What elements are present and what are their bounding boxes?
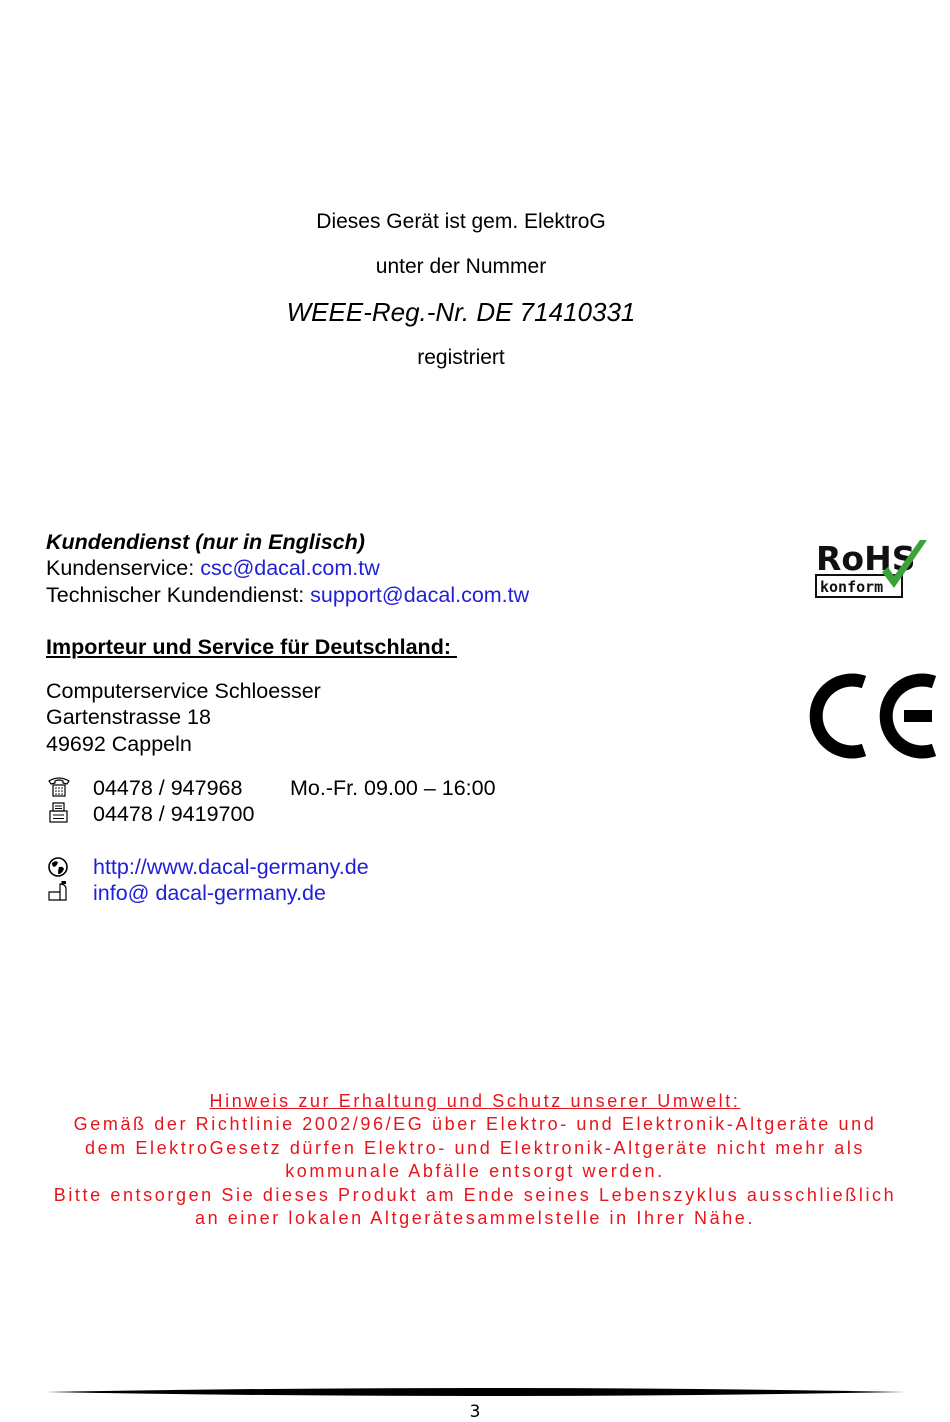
website-link[interactable]: http://www.dacal-germany.de: [93, 855, 369, 879]
tech-service-line: [46, 582, 529, 608]
phone-icon: [46, 775, 72, 799]
tech-label: Technischer Kundendienst:: [46, 583, 311, 607]
registration-line-2: unter der Nummer: [375, 255, 547, 278]
environment-notice-line-3: kommunale Abfälle entsorgt werden.: [285, 1161, 665, 1182]
tech-email-link[interactable]: support@dacal.com.tw: [310, 583, 530, 607]
registration-line-4: registriert: [417, 346, 505, 369]
service-email-link[interactable]: csc@dacal.com.tw: [200, 556, 380, 580]
environment-notice-line-1: Gemäß der Richtlinie 2002/96/EG über Elektro- und Elektronik-Altgeräte und: [73, 1114, 877, 1135]
opening-hours: Mo.-Fr. 09.00 – 16:00: [290, 776, 496, 800]
rohs-konform-logo: [814, 536, 932, 602]
ce-mark-logo: [806, 666, 944, 766]
importer-heading: Importeur und Service für Deutschland:: [46, 635, 451, 659]
globe-icon: [46, 855, 72, 879]
rohs-logo-subtext: konform: [820, 578, 884, 596]
fax-icon: [46, 801, 72, 825]
environment-notice: [0, 1090, 950, 1230]
environment-notice-line-4: Bitte entsorgen Sie dieses Produkt am Ende seines Lebenszyklus ausschließlich: [53, 1184, 897, 1205]
phone-number: 04478 / 947968: [93, 776, 243, 800]
registration-line-1: Dieses Gerät ist gem. ElektroG: [316, 210, 606, 233]
service-label: Kundenservice:: [46, 556, 201, 580]
rohs-logo-text: RoHS: [816, 539, 916, 578]
mailbox-icon: [46, 880, 72, 904]
weee-registration-number: WEEE-Reg.-Nr. DE 71410331: [286, 297, 636, 327]
environment-notice-line-2: dem ElektroGesetz dürfen Elektro- und Elektronik-Altgeräte nicht mehr als: [84, 1137, 866, 1158]
footer-divider: [46, 1386, 906, 1398]
environment-notice-line-5: an einer lokalen Altgerätesammelstelle in Ihrer Nähe.: [194, 1208, 756, 1229]
environment-notice-title: Hinweis zur Erhaltung und Schutz unserer Umwelt:: [209, 1091, 741, 1111]
customer-service-heading: Kundendienst (nur in Englisch): [46, 530, 365, 554]
fax-number: 04478 / 9419700: [93, 802, 255, 826]
importer-street: Gartenstrasse 18: [46, 705, 211, 729]
page-number: 3: [469, 1402, 481, 1422]
importer-company: Computerservice Schloesser: [46, 679, 321, 703]
email-link[interactable]: info@ dacal-germany.de: [93, 881, 326, 905]
customer-service-line: [46, 555, 380, 581]
importer-city: 49692 Cappeln: [46, 732, 192, 756]
